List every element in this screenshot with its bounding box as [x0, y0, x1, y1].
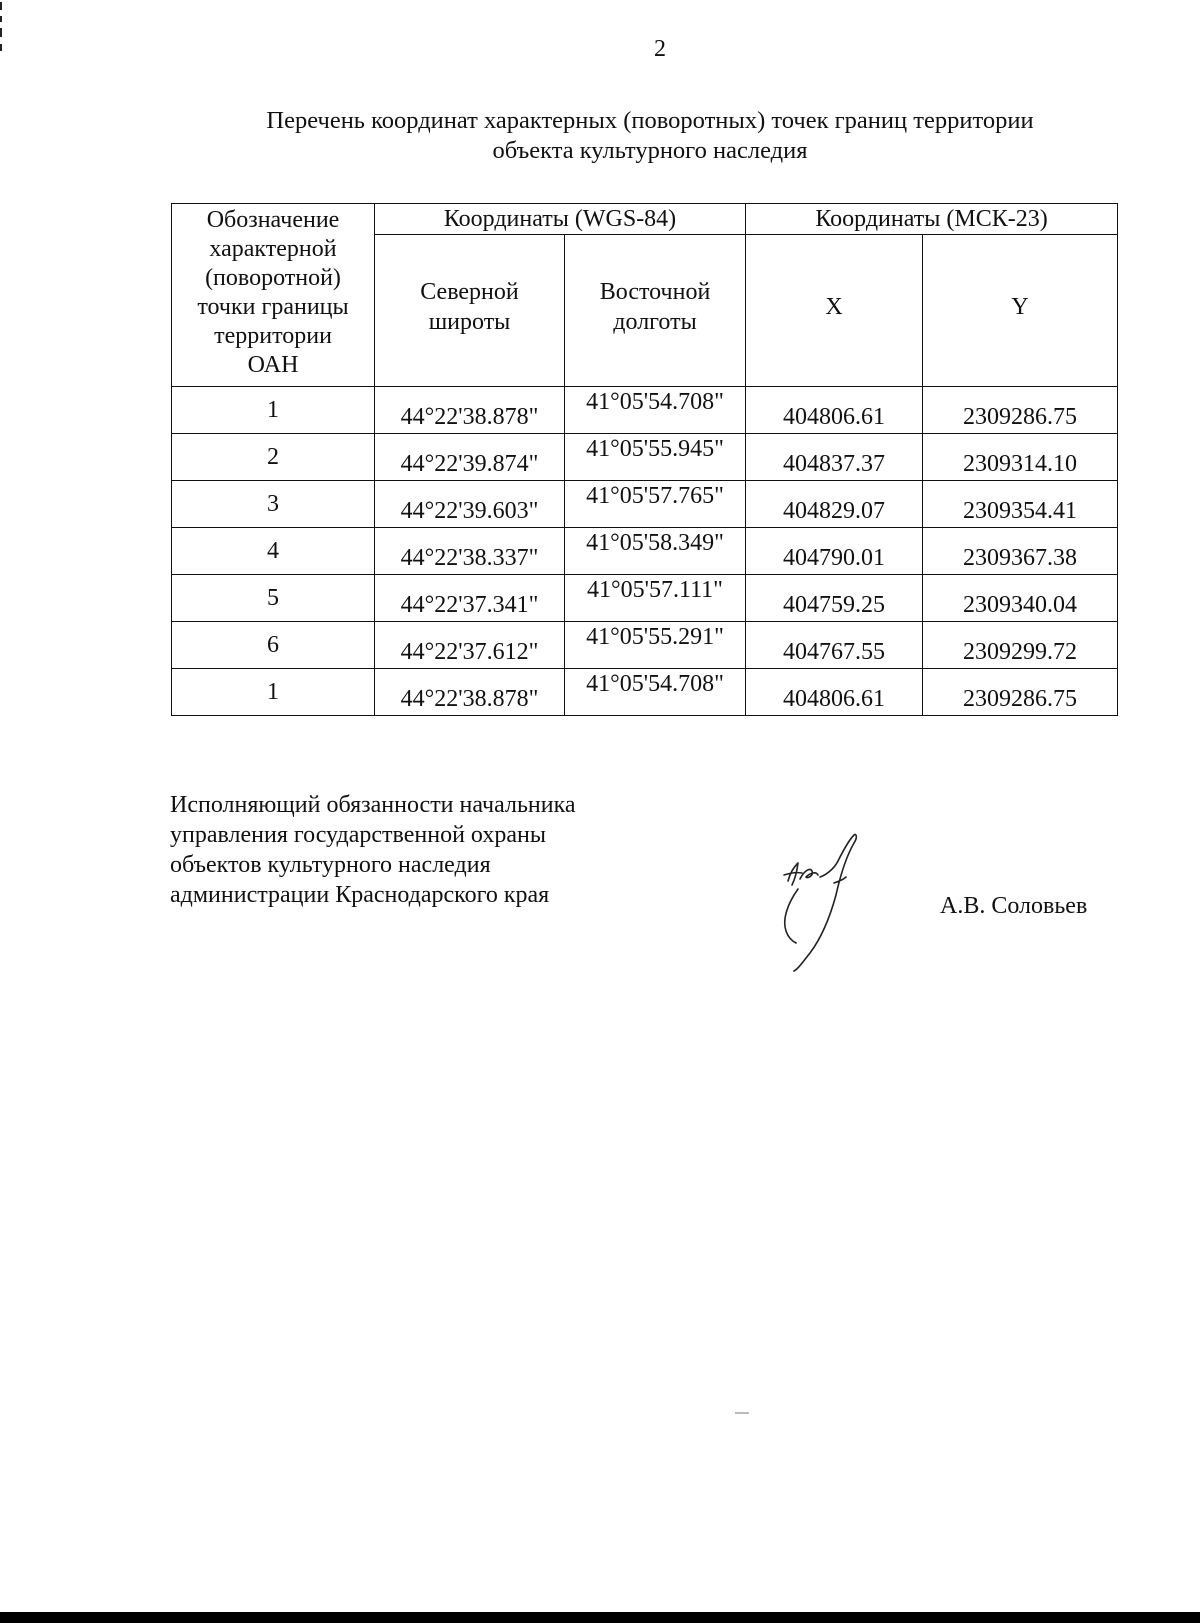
signer-name: А.В. Соловьев: [940, 893, 1088, 919]
header-wgs84-group: Координаты (WGS-84): [375, 204, 746, 235]
cell-y: 2309286.75: [923, 669, 1118, 716]
cell-y: 2309286.75: [923, 387, 1118, 434]
position-line: объектов культурного наследия: [170, 852, 491, 878]
cell-longitude: 41°05'55.945": [565, 434, 746, 481]
cell-x: 404806.61: [746, 387, 923, 434]
cell-point: 6: [172, 622, 375, 669]
position-line: администрации Краснодарского края: [170, 882, 550, 908]
cell-y: 2309354.41: [923, 481, 1118, 528]
cell-point: 1: [172, 669, 375, 716]
header-longitude: Восточной долготы: [565, 235, 746, 387]
cell-longitude: 41°05'54.708": [565, 669, 746, 716]
cell-y: 2309340.04: [923, 575, 1118, 622]
table-row: [172, 669, 1118, 716]
signatory-position: [170, 790, 576, 910]
cell-longitude: 41°05'58.349": [565, 528, 746, 575]
header-msk23-group: Координаты (МСК-23): [746, 204, 1118, 235]
header-y: Y: [923, 235, 1118, 387]
table-row: [172, 575, 1118, 622]
title-line-2: объекта культурного наследия: [492, 137, 808, 164]
cell-latitude: 44°22'37.341": [375, 575, 565, 622]
cell-longitude: 41°05'57.111": [565, 575, 746, 622]
document-title: [150, 106, 1150, 166]
header-x: X: [746, 235, 923, 387]
scan-edge-marks: [0, 0, 3, 60]
cell-y: 2309367.38: [923, 528, 1118, 575]
table-header-row: [172, 204, 1118, 235]
table-row: [172, 481, 1118, 528]
cell-x: 404806.61: [746, 669, 923, 716]
cell-x: 404767.55: [746, 622, 923, 669]
scan-speck: [735, 1412, 749, 1414]
cell-x: 404829.07: [746, 481, 923, 528]
cell-x: 404837.37: [746, 434, 923, 481]
cell-x: 404790.01: [746, 528, 923, 575]
cell-latitude: 44°22'38.878": [375, 387, 565, 434]
cell-y: 2309299.72: [923, 622, 1118, 669]
header-latitude: Северной широты: [375, 235, 565, 387]
table-row: [172, 434, 1118, 481]
position-line: управления государственной охраны: [170, 822, 546, 848]
cell-point: 5: [172, 575, 375, 622]
title-line-1: Перечень координат характерных (поворотных) точек границ территории: [266, 107, 1034, 134]
cell-latitude: 44°22'39.874": [375, 434, 565, 481]
cell-point: 1: [172, 387, 375, 434]
header-point-designation: Обозначение характерной (поворотной) точки границы территории ОАН: [172, 204, 375, 387]
cell-point: 4: [172, 528, 375, 575]
cell-latitude: 44°22'39.603": [375, 481, 565, 528]
page-number: 2: [654, 36, 666, 62]
cell-point: 3: [172, 481, 375, 528]
scan-bottom-edge: [0, 1612, 1200, 1623]
position-line: Исполняющий обязанности начальника: [170, 792, 576, 818]
cell-latitude: 44°22'38.337": [375, 528, 565, 575]
cell-point: 2: [172, 434, 375, 481]
cell-longitude: 41°05'55.291": [565, 622, 746, 669]
cell-latitude: 44°22'38.878": [375, 669, 565, 716]
cell-x: 404759.25: [746, 575, 923, 622]
cell-longitude: 41°05'57.765": [565, 481, 746, 528]
cell-y: 2309314.10: [923, 434, 1118, 481]
handwritten-signature: [780, 833, 910, 973]
table-row: [172, 387, 1118, 434]
cell-latitude: 44°22'37.612": [375, 622, 565, 669]
coordinates-table: [171, 203, 1118, 716]
table-row: [172, 622, 1118, 669]
table-row: [172, 528, 1118, 575]
cell-longitude: 41°05'54.708": [565, 387, 746, 434]
